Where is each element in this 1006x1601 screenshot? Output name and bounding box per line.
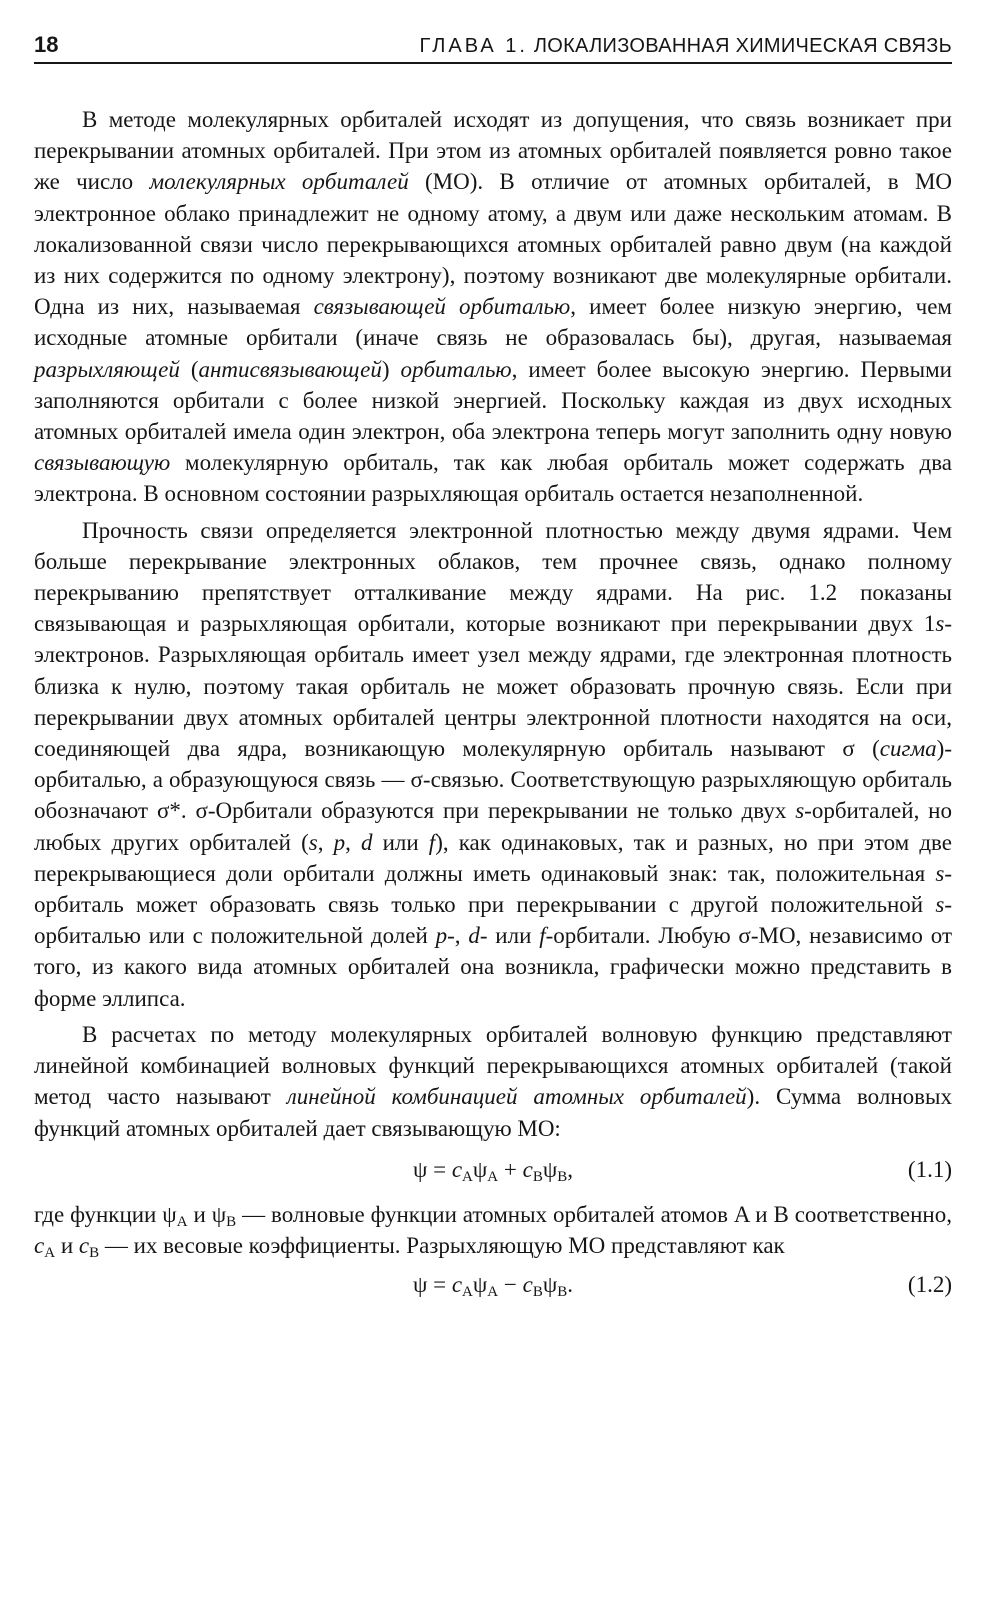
paragraph-4: где функции $\psi_A$ и $\psi_B$ — волновые функции атомных орбиталей атомов A и B соответственно, $c_A$ и $c_B$ — их весовые коэффициенты. Разрыхляющую МО представляют как: [34, 1201, 952, 1261]
equation-1-2: [34, 1269, 952, 1300]
equation-number: (1.1): [907, 1156, 952, 1182]
equation-1-1: [34, 1154, 952, 1185]
equation-1-1-formula: $\psi = c_A\psi_A + c_B\psi_B$,: [412, 1156, 574, 1185]
paragraph-2: Прочность связи определяется электронной плотностью между двумя ядрами. Чем больше перекрывание электронных облаков, тем прочнее связь, однако полному перекрыванию препятствует отталкивание между ядрами. На рис. 1.2 показаны связывающая и разрыхляющая орбитали, которые возникают при перекрывании двух 1s-электронов. Разрыхляющая орбиталь имеет узел между ядрами, где электронная плотность близка к нулю, поэтому такая орбиталь не может образовать прочную связь. Если при перекрывании двух атомных орбиталей центры электронной плотности находятся на оси, соединяющей два ядра, возникающую молекулярную орбиталь называют σ (сигма)-орбиталью, а образующуюся связь — σ-связью. Соответствующую разрыхляющую орбиталь обозначают σ*. σ-Орбитали образуются при перекрывании не только двух s-орбиталей, но любых других орбиталей (s, p, d или f), как одинаковых, так и разных, но при этом две перекрывающиеся доли орбитали должны иметь одинаковый знак: так, положительная s-орбиталь может образовать связь только при перекрывании с другой положительной s-орбиталью или с положительной долей p-, d- или f-орбитали. Любую σ-МО, независимо от того, из какого вида атомных орбиталей она возникла, графически можно представить в форме эллипса.: [34, 517, 952, 1011]
running-header: [34, 26, 952, 64]
book-page: [34, 26, 952, 1314]
page-number: 18: [34, 32, 59, 57]
chapter-heading: [420, 35, 952, 58]
equation-number: (1.2): [907, 1272, 952, 1298]
chapter-label: ГЛАВА 1.: [419, 35, 528, 57]
paragraph-1: В методе молекулярных орбиталей исходят из допущения, что связь возникает при перекрывании атомных орбиталей. При этом из атомных орбиталей появляется ровно такое же число молекулярных орбиталей (МО). В отличие от атомных орбиталей, в МО электронное облако принадлежит не одному атому, а двум или даже нескольким атомам. В локализованной связи число перекрывающихся атомных орбиталей равно двум (на каждой из них содержится по одному электрону), поэтому возникают две молекулярные орбитали. Одна из них, называемая связывающей орбиталью, имеет более низкую энергию, чем исходные атомные орбитали (иначе связь не образовалась бы), другая, называемая разрыхляющей (антисвязывающей) орбиталью, имеет более высокую энергию. Первыми заполняются орбитали с более низкой энергией. Поскольку каждая из двух исходных атомных орбиталей имела один электрон, оба электрона теперь могут заполнить одну новую связывающую молекулярную орбиталь, так как любая орбиталь может содержать два электрона. В основном состоянии разрыхляющая орбиталь остается незаполненной.: [34, 107, 952, 507]
chapter-title: ЛОКАЛИЗОВАННАЯ ХИМИЧЕСКАЯ СВЯЗЬ: [533, 35, 952, 57]
body-text: [34, 104, 952, 1300]
equation-1-2-formula: $\psi = c_A\psi_A - c_B\psi_B$.: [412, 1272, 574, 1301]
paragraph-3: В расчетах по методу молекулярных орбиталей волновую функцию представляют линейной комбинацией волновых функций перекрывающихся атомных орбиталей (такой метод часто называют линейной комбинацией атомных орбиталей). Сумма волновых функций атомных орбиталей дает связывающую МО:: [34, 1021, 952, 1141]
